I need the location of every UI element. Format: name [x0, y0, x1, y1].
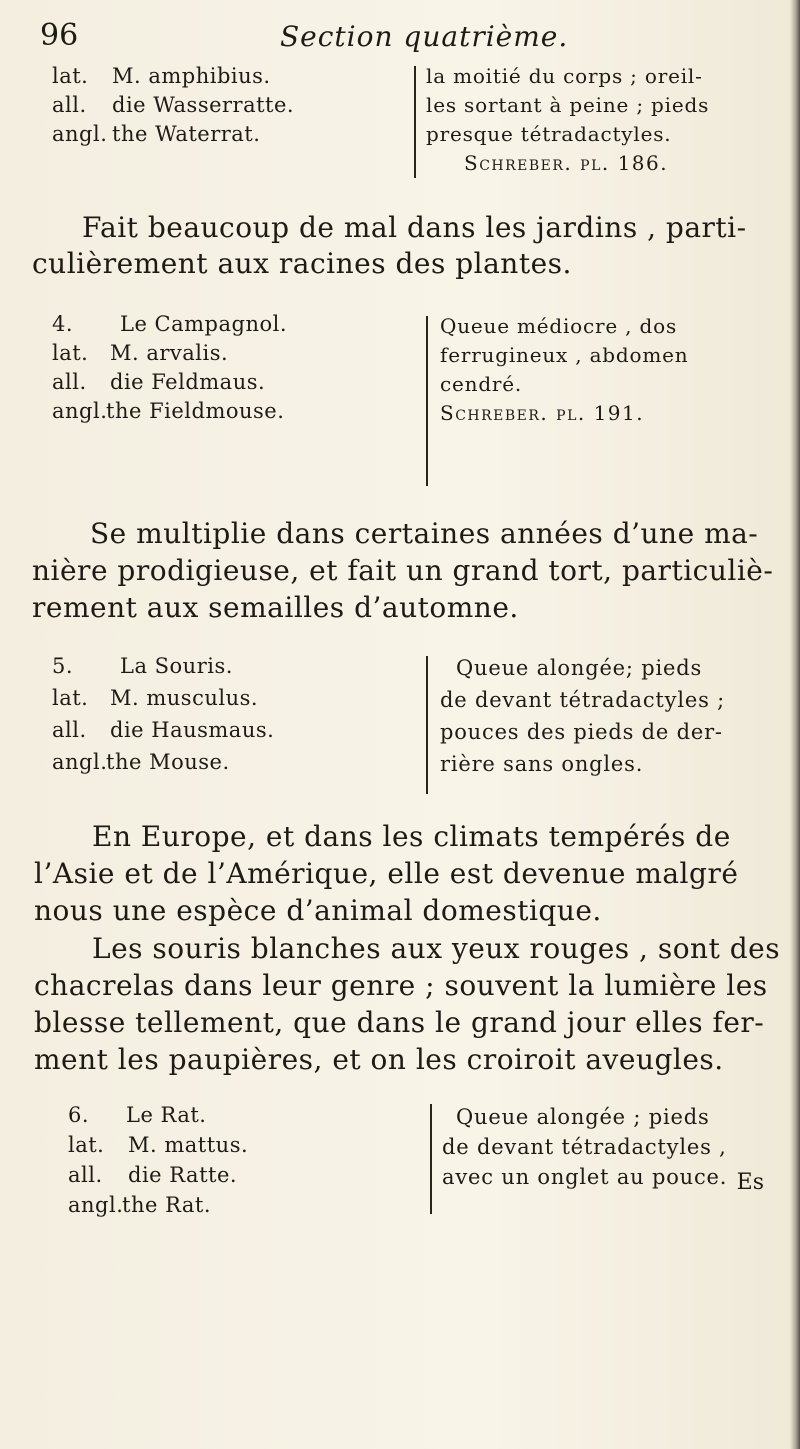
entry-souris: [50, 650, 770, 800]
common-name: La Souris.: [120, 654, 233, 678]
running-header: [40, 18, 760, 58]
common-name: Le Campagnol.: [120, 312, 288, 336]
german-name-row: all. die Wasserratte.: [52, 93, 295, 117]
column-divider: [414, 66, 416, 178]
page-edge-shadow: [790, 0, 800, 1449]
catchword: Es: [736, 1170, 764, 1195]
plate-reference: Schreber. pl. 186.: [464, 151, 669, 175]
german-name-row: all. die Ratte.: [68, 1163, 238, 1187]
column-divider: [426, 316, 428, 486]
english-name-row: angl. the Fieldmouse.: [52, 399, 285, 423]
common-name-row: 4. Le Campagnol.: [52, 310, 287, 339]
english-name-row: angl. the Rat.: [68, 1193, 211, 1217]
common-name-row: 5. La Souris.: [52, 650, 274, 682]
column-divider: [430, 1104, 432, 1214]
latin-name-row: lat. M. arvalis.: [52, 341, 229, 365]
english-name-row: angl. the Mouse.: [52, 750, 230, 774]
latin-name-row: lat. M. musculus.: [52, 686, 259, 710]
section-title: Section quatrième.: [280, 20, 569, 53]
plate-reference: Schreber. pl. 191.: [440, 401, 645, 425]
entry-rat: [50, 1100, 770, 1220]
species-names: [52, 62, 294, 149]
entry-campagnol: [50, 310, 770, 490]
paragraph-europe: En Europe, et dans les climats tempérés de l’Asie et de l’Amérique, elle est devenue malgré nous une espèce d’animal domestique.: [34, 820, 739, 927]
species-names: [52, 310, 287, 426]
latin-name-row: lat. M. amphibius.: [52, 64, 271, 88]
column-divider: [426, 656, 428, 794]
species-names: [68, 1100, 248, 1220]
entry-water-rat: [50, 62, 770, 182]
species-description: Queue alongée ; pieds de devant tétradactyles , avec un onglet au pouce.: [442, 1105, 728, 1189]
german-name-row: all. die Feldmaus.: [52, 370, 266, 394]
common-name: Le Rat.: [126, 1103, 207, 1127]
latin-name-row: lat. M. mattus.: [68, 1133, 249, 1157]
page-number: 96: [40, 18, 79, 53]
paragraph-garden-damage: Fait beaucoup de mal dans les jardins , parti- culièrement aux racines des plantes.: [32, 211, 747, 280]
species-names: [52, 650, 274, 778]
species-description: la moitié du corps ; oreil- les sortant à peine ; pieds presque tétradactyles. Schreber. pl. 186.: [426, 62, 709, 178]
english-name-row: angl. the Waterrat.: [52, 122, 261, 146]
german-name-row: all. die Hausmaus.: [52, 718, 275, 742]
common-name-row: 6. Le Rat.: [68, 1100, 248, 1130]
species-description: Queue médiocre , dos ferrugineux , abdomen cendré. Schreber. pl. 191.: [440, 312, 688, 428]
paragraph-white-mice: Les souris blanches aux yeux rouges , sont des chacrelas dans leur genre ; souvent la lumière les blesse tellement, que dans le grand jour elles fer- ment les paupières, et on les croiroit aveugles.: [34, 932, 781, 1076]
species-description: Queue alongée; pieds de devant tétradactyles ; pouces des pieds de der- rière sans ongles.: [440, 656, 726, 776]
paragraph-multiplication: Se multiplie dans certaines années d’une ma- nière prodigieuse, et fait un grand tort, particuliè- rement aux semailles d’automne.: [32, 517, 774, 624]
